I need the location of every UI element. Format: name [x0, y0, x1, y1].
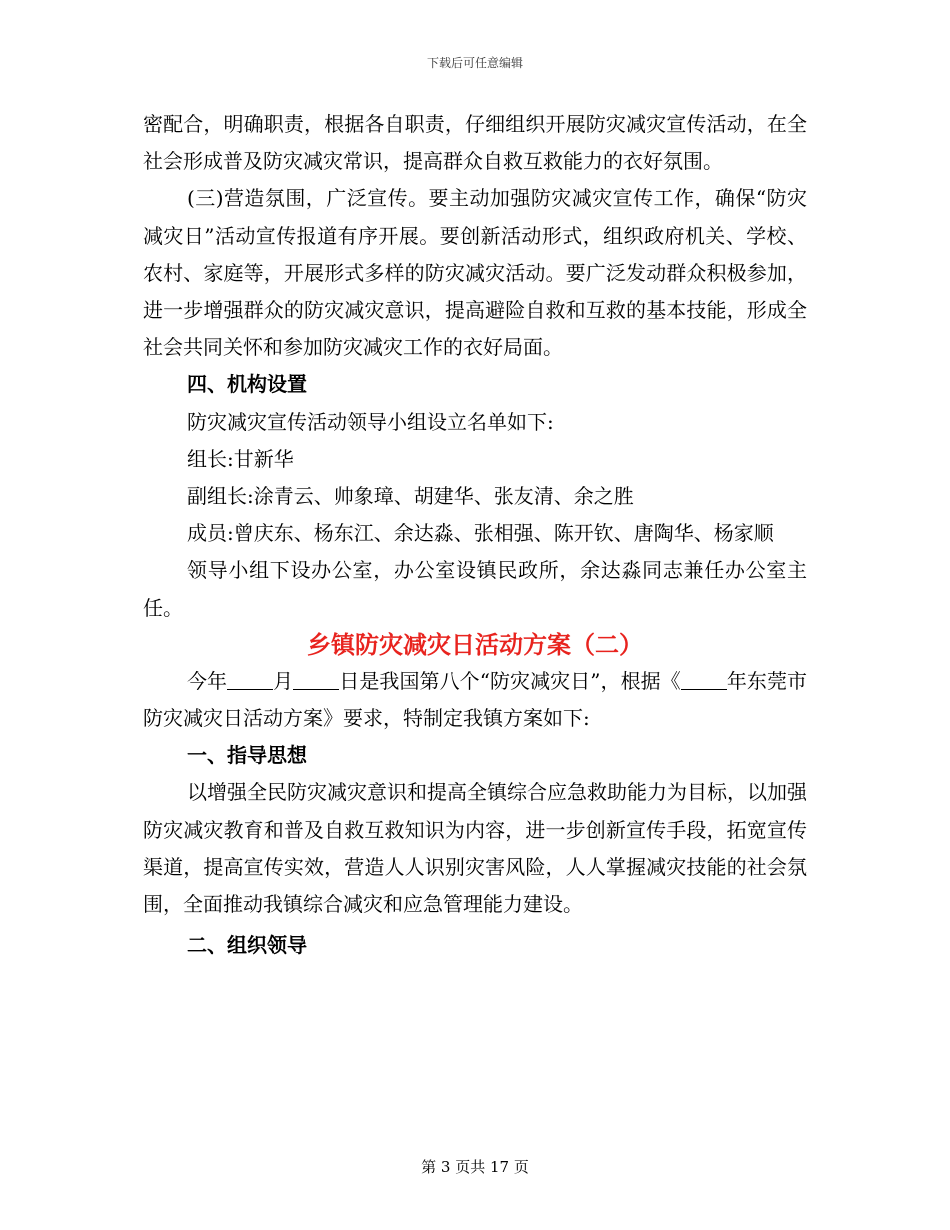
paragraph-members: 成员:曾庆东、杨东江、余达淼、张相强、陈开钦、唐陶华、杨家顺 — [187, 521, 774, 546]
paragraph-publicity: (三)营造氛围，广泛宣传。要主动加强防灾减灾宣传工作，确保“防灾减灾日”活动宣传报道有序开展。要创新活动形式，组织政府机关、学校、农村、家庭等，开展形式多样的防灾减灾活动。要广泛发动群众积极参加，进一步增强群众的防灾减灾意识，提高避险自救和互救的基本技能，形成全社会共同关怀和参加防灾减灾工作的衣好局面。 — [143, 186, 807, 360]
intro-text-d: 年东莞市防灾减灾日活动方案》要求，特制定我镇方案如下: — [143, 668, 808, 731]
paragraph-intro — [143, 663, 807, 737]
document-body — [143, 106, 807, 964]
paragraph-vice-leaders: 副组长:涂青云、帅象璋、胡建华、张友清、余之胜 — [187, 484, 634, 509]
section-title: 乡镇防灾减灾日活动方案（二） — [307, 630, 643, 659]
paragraph-continuation: 密配合，明确职责，根据各自职责，仔细组织开展防灾减灾宣传活动，在全社会形成普及防灾减灾常识，提高群众自救互救能力的衣好氛围。 — [143, 112, 807, 174]
blank-day — [293, 669, 339, 690]
heading-organizational-leadership: 二、组织领导 — [187, 933, 307, 958]
intro-text-c: 日是我国第八个“防灾减灾日”，根据《 — [339, 668, 681, 693]
paragraph-list-intro: 防灾减灾宣传活动领导小组设立名单如下: — [187, 409, 554, 434]
paragraph-guiding-ideology: 以增强全民防灾减灾意识和提高全镇综合应急救助能力为目标，以加强防灾减灾教育和普及自救互救知识为内容，进一步创新宣传手段，拓宽宣传渠道，提高宣传实效，营造人人识别灾害风险，人人掌握减灾技能的社会氛围，全面推动我镇综合减灾和应急管理能力建设。 — [143, 780, 807, 917]
blank-year — [681, 669, 727, 690]
blank-month — [227, 669, 273, 690]
paragraph-leader: 组长:甘新华 — [187, 446, 294, 471]
page-indicator: 第 3 页共 17 页 — [421, 1158, 529, 1176]
intro-text-b: 月 — [273, 668, 294, 693]
header-note: 下载后可任意编辑 — [426, 56, 523, 70]
heading-organization: 四、机构设置 — [187, 372, 307, 397]
intro-text-a: 今年 — [187, 668, 228, 693]
paragraph-office: 领导小组下设办公室，办公室设镇民政所，余达淼同志兼任办公室主任。 — [143, 558, 807, 620]
heading-guiding-ideology: 一、指导思想 — [187, 743, 307, 768]
